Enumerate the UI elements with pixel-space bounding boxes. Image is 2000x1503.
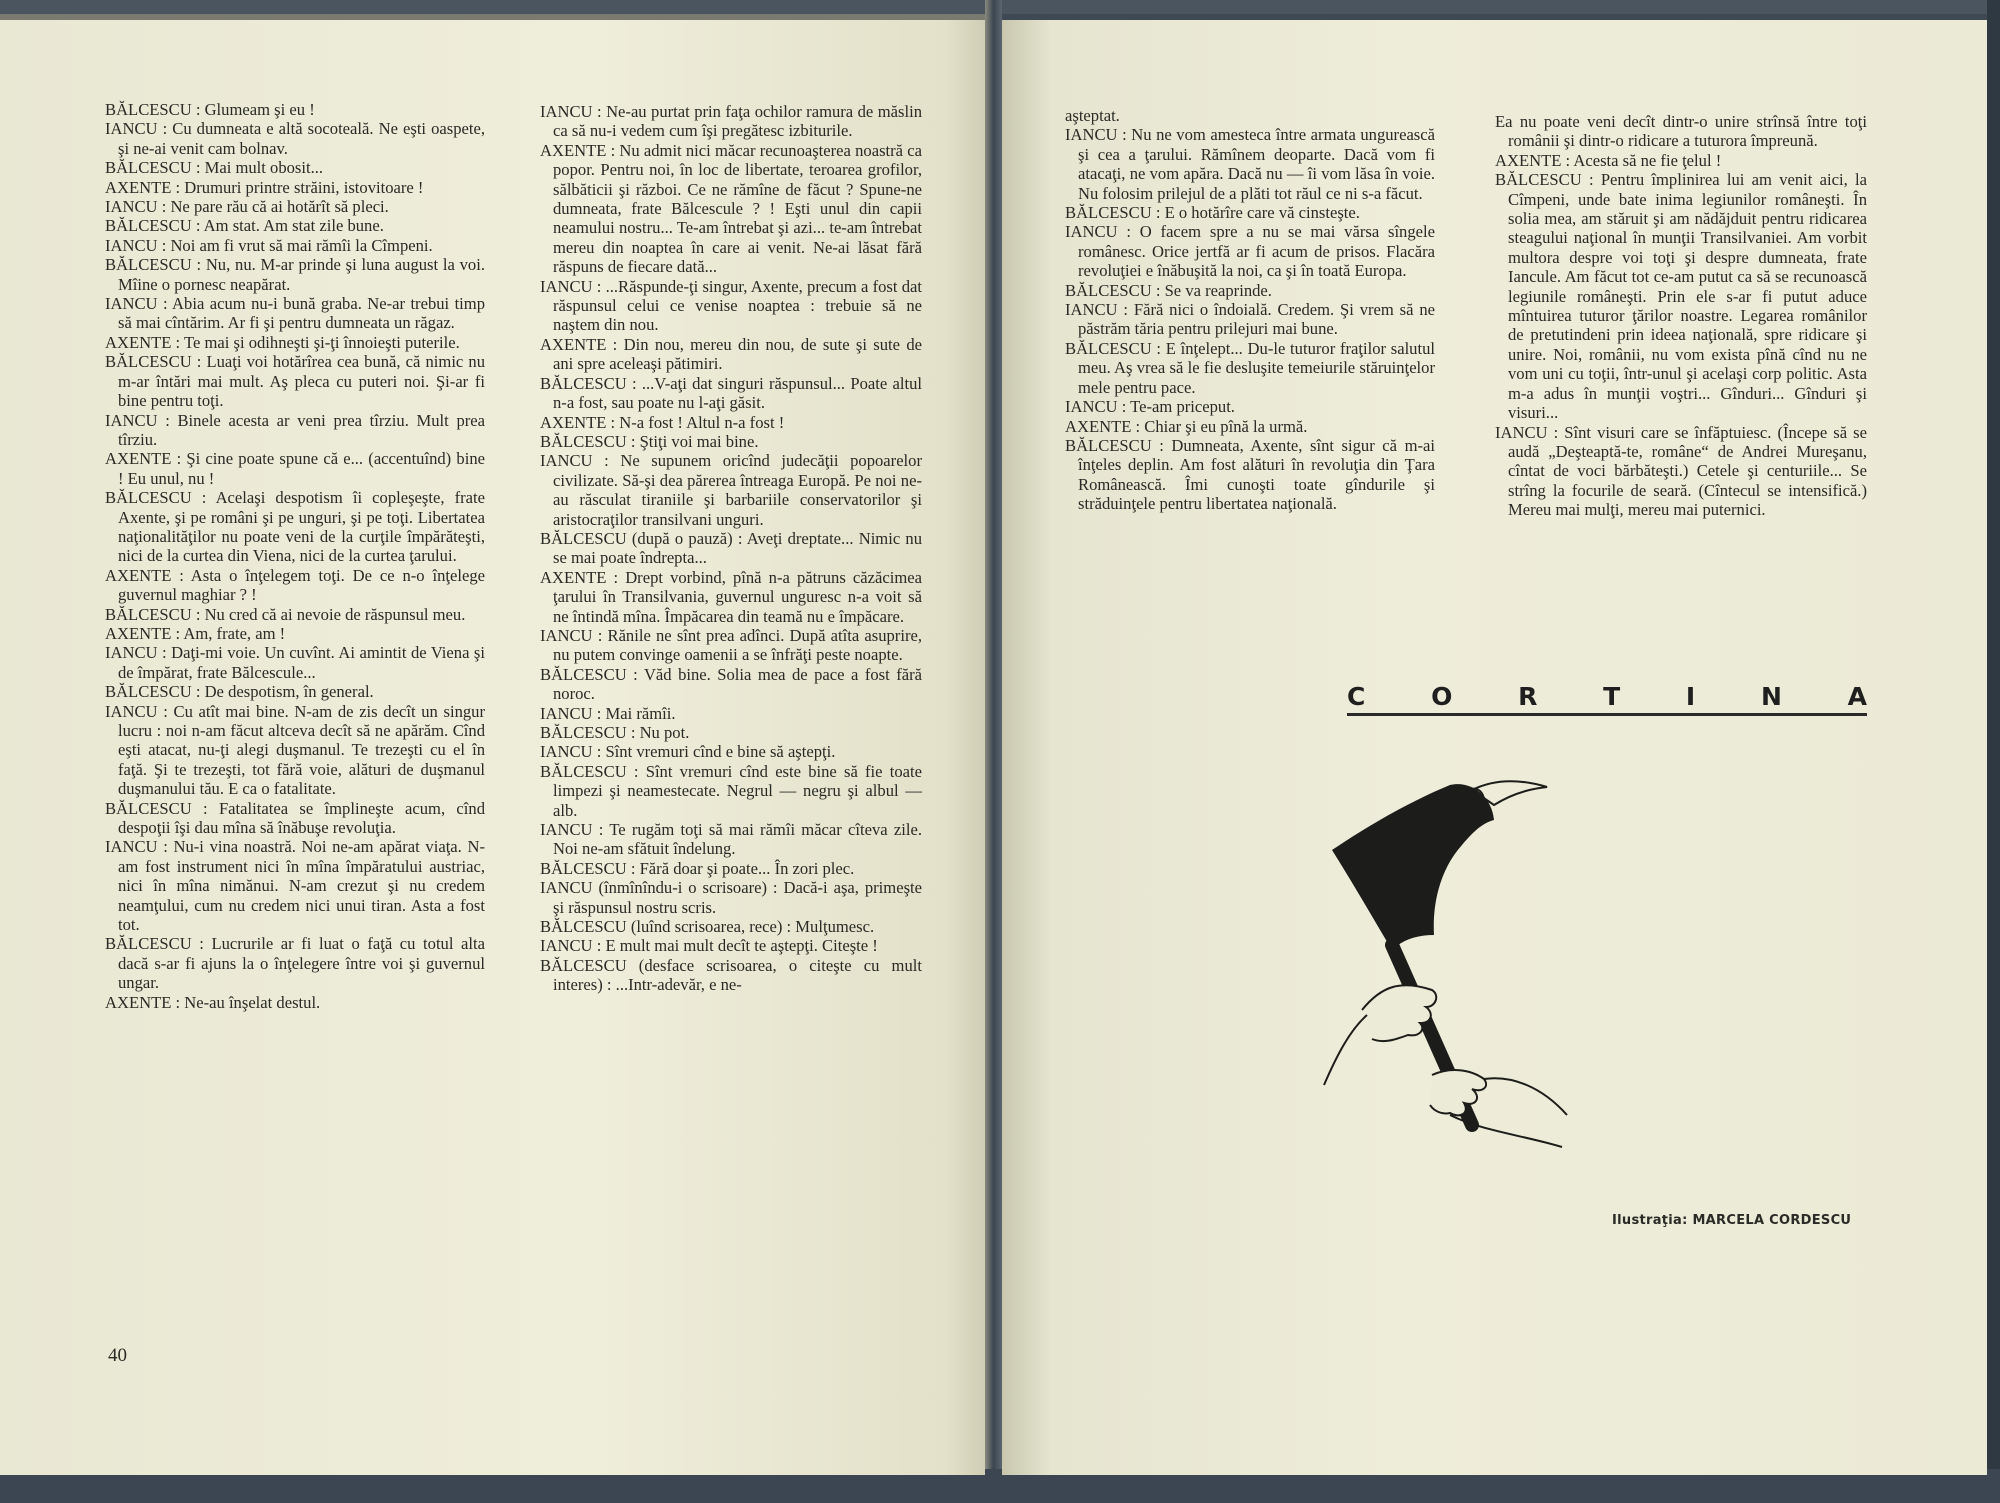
dialogue-line: IANCU : Ne-au purtat prin faţa ochilor ramura de măslin ca să nu-i vedem cum îşi pregătesc izbiturile. — [540, 102, 922, 141]
dialogue-line: IANCU : Daţi-mi voie. Un cuvînt. Ai amintit de Viena şi de împărat, frate Bălcescule... — [105, 643, 485, 682]
dialogue-line: IANCU : Fără nici o îndoială. Credem. Şi vrem să ne păstrăm tăria pentru prilejuri mai bune. — [1065, 300, 1435, 339]
dialogue-line: IANCU : Sînt vremuri cînd e bine să aştepţi. — [540, 742, 836, 762]
dialogue-line: IANCU : Nu-i vina noastră. Noi ne-am apărat viaţa. N-am fost instrument nici în mîna împăratului austriac, nici în mîna nimănui. N-am crezut şi nu credem neamţului, cum nu credem nici unui tiran. Asta a fost tot. — [105, 837, 485, 935]
dialogue-line: AXENTE : Te mai şi odihneşti şi-ţi înnoieşti puterile. — [105, 332, 460, 352]
dialogue-line: IANCU : ...Răspunde-ţi singur, Axente, precum a fost dat răspunsul celui ce venise noaptea : trebuie să ne naştem din nou. — [540, 276, 922, 335]
dialogue-line: BĂLCESCU : Fără doar şi poate... În zori plec. — [540, 858, 855, 878]
dialogue-line: BĂLCESCU : De despotism, în general. — [105, 682, 374, 702]
left-page — [0, 14, 985, 1475]
dialogue-line: BĂLCESCU : Acelaşi despotism îi copleşeşte, frate Axente, şi pe români şi pe unguri, şi pe toţi. Libertatea naţionalităţilor nu poate veni de la curţile împărăteşti, nici de la curtea din Viena, nici de la curtea ţarului. — [105, 488, 485, 566]
cortina-letter: O — [1431, 682, 1453, 711]
dialogue-line: AXENTE : Drept vorbind, pînă n-a pătruns căzăcimea ţarului în Transilvania, guvernul unguresc n-a voit să ne întindă mîna. Împăcarea din teamă nu e împăcare. — [540, 567, 922, 626]
dialogue-line: BĂLCESCU : Nu cred că ai nevoie de răspunsul meu. — [105, 604, 466, 624]
dialogue-line: BĂLCESCU : Glumeam şi eu ! — [105, 100, 315, 119]
dialogue-line: IANCU : Noi am fi vrut să mai rămîi la Cîmpeni. — [105, 235, 433, 255]
dialogue-line: AXENTE : Asta o înţelegem toţi. De ce n-o înţelege guvernul maghiar ? ! — [105, 565, 485, 605]
dialogue-line: IANCU (înmînîndu-i o scrisoare) : Dacă-i aşa, primeşte şi răspunsul nostru scris. — [540, 878, 922, 917]
dialogue-line: IANCU : Ne pare rău că ai hotărît să pleci. — [105, 197, 389, 217]
dialogue-line: BĂLCESCU : Fatalitatea se împlineşte acum, cînd despoţii îşi dau mîna să înăbuşe revoluţia. — [105, 798, 485, 838]
raised-flag-hands-illustration — [1322, 775, 1582, 1150]
dialogue-line: BĂLCESCU (desface scrisoarea, o citeşte cu mult interes) : ...Intr-adevăr, e ne- — [540, 955, 922, 995]
dialogue-line: BĂLCESCU : Sînt vremuri cînd este bine să fie toate limpezi şi neamestecate. Negrul — negru şi albul — alb. — [540, 761, 922, 820]
left-column-1 — [105, 100, 485, 1012]
dialogue-line: BĂLCESCU : Am stat. Am stat zile bune. — [105, 216, 384, 236]
dialogue-line: BĂLCESCU : Se va reaprinde. — [1065, 280, 1272, 300]
dialogue-line: IANCU : Binele acesta ar veni prea tîrziu. Mult prea tîrziu. — [105, 410, 485, 449]
dialogue-line: AXENTE : Drumuri printre străini, istovitoare ! — [105, 177, 424, 197]
dialogue-line: IANCU : O facem spre a nu se mai vărsa sîngele românesc. Orice jertfă ar fi acum de prisos. Flacăra revoluţiei e înăbuşită la noi, ca şi în toată Europa. — [1065, 222, 1435, 281]
cortina-letter: C — [1347, 682, 1366, 711]
right-column-1 — [1065, 106, 1435, 514]
book-spine — [985, 0, 1002, 1503]
dialogue-line: BĂLCESCU : Luaţi voi hotărîrea cea bună, că nimic nu m-ar întări mai mult. Aş pleca cu puteri noi. Şi-ar fi bine pentru toţi. — [105, 352, 485, 411]
dialogue-line: BĂLCESCU : Pentru împlinirea lui am venit aici, la Cîmpeni, unde bate inima legiunilor româneşti. În solia mea, am stăruit şi am nădăjduit pentru ridicarea steagului naţional în munţii Transilvaniei. Am vorbit multora despre voi toţi şi despre dumneata, frate Iancule. Am făcut tot ce-am putut ca să se recunoască legiunile româneşti. Prin ele s-ar fi putut aduce mîntuirea tuturor ţărilor noastre. Legarea românilor de pretutindeni prin ideea naţională, spre ridicare şi unire. Noi, românii, nu vom exista pînă cînd nu ne vom uni cu toţii, într-unul şi acelaşi corp politic. Asta m-a adus în munţii voştri... Gînduri... Gînduri şi visuri... — [1495, 170, 1867, 423]
dialogue-line: BĂLCESCU : Ştiţi voi mai bine. — [540, 431, 759, 451]
page-number: 40 — [108, 1345, 127, 1366]
dialogue-line: IANCU : Mai rămîi. — [540, 703, 676, 723]
dialogue-line: IANCU : Te-am priceput. — [1065, 397, 1235, 417]
dialogue-line: BĂLCESCU (luînd scrisoarea, rece) : Mulţumesc. — [540, 917, 875, 937]
dialogue-line: BĂLCESCU : Mai mult obosit... — [105, 158, 324, 178]
dialogue-line: IANCU : Cu dumneata e altă socoteală. Ne eşti oaspete, şi ne-ai venit cam bolnav. — [105, 119, 485, 158]
dialogue-line: AXENTE : Acesta să ne fie ţelul ! — [1495, 150, 1722, 170]
dialogue-line: aşteptat. — [1065, 106, 1120, 125]
dialogue-line: BĂLCESCU : Văd bine. Solia mea de pace a fost fără noroc. — [540, 664, 922, 704]
dialogue-line: IANCU : Sînt visuri care se înfăptuiesc. (Începe să se audă „Deşteaptă-te, române“ de Andrei Mureşanu, cîntat de voci bărbăteşti.) Cetele şi centuriile... Se strîng la focurile de seară. (Cîntecul se intensifică.) Mereu mai mulţi, mereu mai puternici. — [1495, 422, 1867, 520]
dialogue-line: IANCU : E mult mai mult decît te aştepţi. Citeşte ! — [540, 936, 878, 956]
cortina-letter: R — [1518, 682, 1538, 711]
dialogue-line: BĂLCESCU : Nu pot. — [540, 723, 690, 742]
dialogue-line: BĂLCESCU : Lucrurile ar fi luat o faţă cu totul alta dacă s-ar fi ajuns la o înţelegere între voi şi guvernul ungar. — [105, 934, 485, 993]
right-column-2 — [1495, 112, 1867, 520]
dialogue-line: BĂLCESCU : ...V-aţi dat singuri răspunsul... Poate altul n-a fost, sau poate nu l-aţi găsit. — [540, 373, 922, 413]
dialogue-line: IANCU : Abia acum nu-i bună graba. Ne-ar trebui timp să mai cîntărim. Ar fi şi pentru dumneata un răgaz. — [105, 294, 485, 333]
dialogue-line: Ea nu poate veni decît dintr-o unire strînsă între toţi românii şi dintr-o ridicare a tuturora împreună. — [1495, 112, 1867, 151]
right-page — [1002, 14, 1987, 1475]
left-column-2 — [540, 102, 922, 995]
dialogue-line: AXENTE : Am, frate, am ! — [105, 623, 286, 643]
cortina-heading — [1347, 682, 1867, 716]
dialogue-line: IANCU : Rănile ne sînt prea adînci. După atîta asuprire, nu putem convinge oamenii a se înfrăţi peste noapte. — [540, 625, 922, 665]
cortina-letter: N — [1760, 682, 1782, 711]
cover-edge — [1987, 0, 2000, 1503]
dialogue-line: BĂLCESCU : Nu, nu. M-ar prinde şi luna august la voi. Mîine o pornesc neapărat. — [105, 255, 485, 294]
cortina-letter: A — [1847, 682, 1867, 711]
dialogue-line: AXENTE : Şi cine poate spune că e... (accentuînd) bine ! Eu unul, nu ! — [105, 449, 485, 488]
dialogue-line: AXENTE : Din nou, mereu din nou, de sute şi sute de ani spre aceleaşi pătimiri. — [540, 334, 922, 374]
dialogue-line: AXENTE : Chiar şi eu pînă la urmă. — [1065, 416, 1308, 436]
dialogue-line: IANCU : Ne supunem oricînd judecăţii popoarelor civilizate. Să-şi dea părerea întreaga Europă. Pe noi ne-au răsculat tiraniile şi barbariile conservatorilor şi aristocraţilor transilvani unguri. — [540, 451, 922, 529]
dialogue-line: BĂLCESCU (după o pauză) : Aveţi dreptate... Nimic nu se mai poate îndrepta... — [540, 528, 922, 568]
cortina-letter: I — [1685, 682, 1696, 711]
illustration-credit: Ilustraţia: MARCELA CORDESCU — [1612, 1213, 1852, 1228]
dialogue-line: IANCU : Te rugăm toţi să mai rămîi măcar cîteva zile. Noi ne-am sfătuit îndelung. — [540, 820, 922, 859]
dialogue-line: AXENTE : Ne-au înşelat destul. — [105, 992, 321, 1012]
dialogue-line: BĂLCESCU : E înţelept... Du-le tuturor fraţilor salutul meu. Aş vrea să le fie desluşite temeiurile stăruinţelor mele pentru pace. — [1065, 338, 1435, 397]
dialogue-line: BĂLCESCU : Dumneata, Axente, sînt sigur că m-ai înţeles deplin. Am fost alături în revoluţia din Ţara Românească. Îmi cunoşti toate gîndurile şi străduinţele pentru libertatea naţională. — [1065, 435, 1435, 514]
dialogue-line: IANCU : Nu ne vom amesteca între armata ungurească şi cea a ţarului. Rămînem deoparte. Dacă vom fi atacaţi, ne vom apăra. Dacă nu — îi vom lăsa în voie. Nu folosim prilejul de a plăti tot răul ce ni s-a făcut. — [1065, 125, 1435, 203]
dialogue-line: BĂLCESCU : E o hotărîre care vă cinsteşte. — [1065, 203, 1360, 223]
dialogue-line: AXENTE : Nu admit nici măcar recunoaşterea noastră ca popor. Pentru noi, în loc de libertate, teroarea grofilor, sălbăticii şi război. Ce ne rămîne de făcut ? Spune-ne dumneata, frate Bălcescule ? ! Eşti unul din capii neamului nostru... Te-am întrebat şi azi... te-am întrebat mereu din noaptea în care ai venit. Ne-ai lăsat fără răspuns de fiecare dată... — [540, 140, 922, 277]
dialogue-line: AXENTE : N-a fost ! Altul n-a fost ! — [540, 412, 785, 432]
dialogue-line: IANCU : Cu atît mai bine. N-am de zis decît un singur lucru : noi n-am făcut altceva decît să ne apărăm. Cînd eşti atacat, nu-ţi alegi duşmanul. Te trezeşti cu el în faţă. Şi te trezeşti, tot fără voie, alături de duşmanul duşmanului tău. E ca o fatalitate. — [105, 701, 485, 799]
cortina-letter: T — [1603, 682, 1621, 711]
